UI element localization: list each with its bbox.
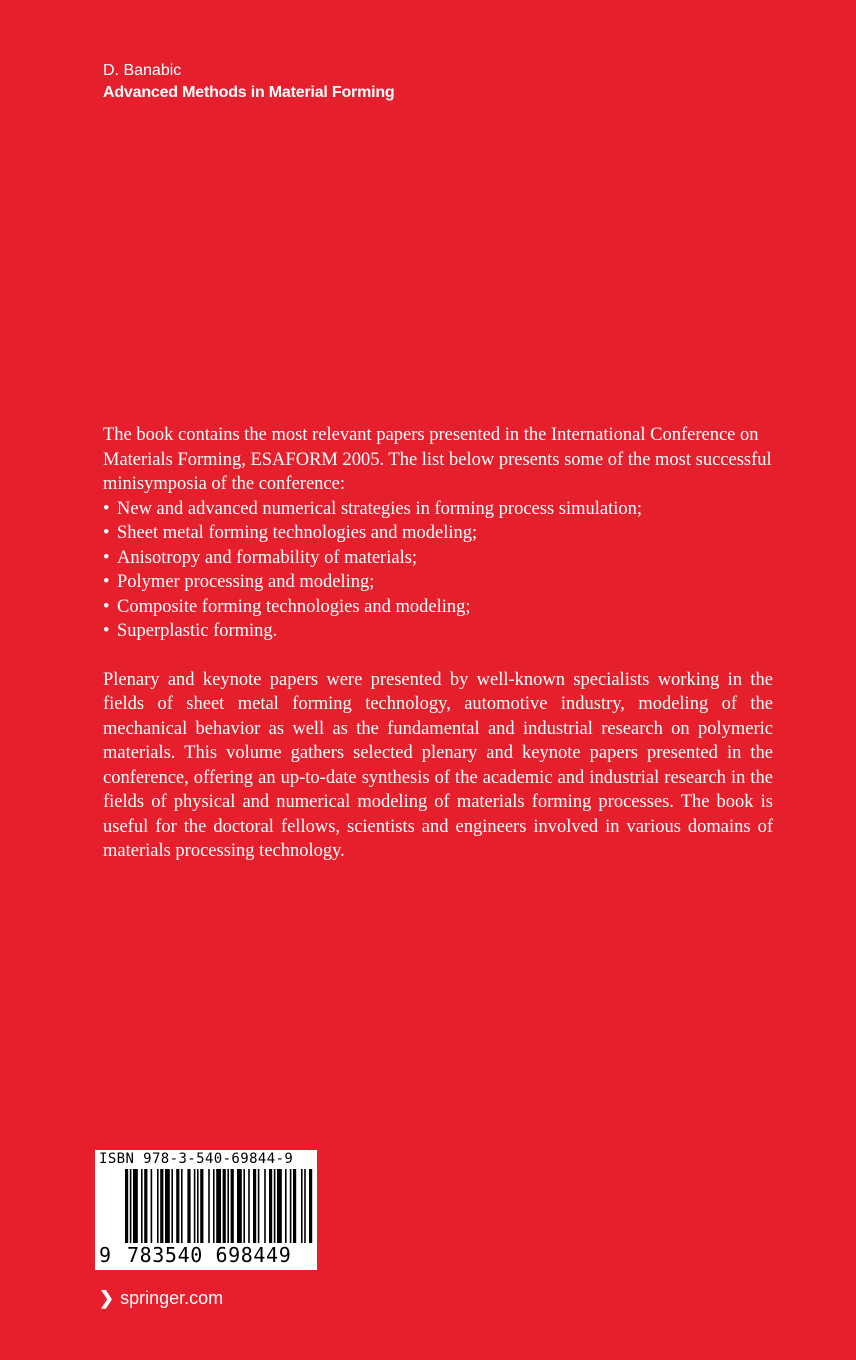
barcode-bar — [285, 1169, 287, 1243]
summary-paragraph: Plenary and keynote papers were presented by well-known specialists working in the fields of sheet metal forming technology, automotive industry, modeling of the mechanical behavior as well as the fundamental and industrial research on polymeric materials. This volume gathers selected plenary and keynote papers presented in the conference, offering an up-to-date synthesis of the academic and industrial research in the fields of physical and numerical modeling of materials forming processes. The book is useful for the doctoral fellows, scientists and engineers involved in various domains of materials processing technology. — [103, 669, 773, 861]
list-item-text: Polymer processing and modeling; — [117, 572, 375, 592]
barcode-bar — [231, 1169, 234, 1243]
list-item — [103, 546, 773, 571]
barcode-bar — [197, 1169, 199, 1243]
barcode-bar — [165, 1169, 170, 1243]
publisher-website[interactable] — [99, 1286, 223, 1310]
barcode-bar — [130, 1169, 132, 1243]
bullet-marker: • — [103, 547, 110, 568]
list-item-text: New and advanced numerical strategies in forming process simulation; — [117, 498, 643, 519]
chevron-right-icon: ❯ — [99, 1288, 115, 1308]
list-item — [103, 619, 773, 644]
book-description — [103, 423, 773, 864]
barcode-bars — [125, 1169, 313, 1243]
list-item — [103, 521, 773, 546]
barcode-bar — [187, 1169, 190, 1243]
list-item-text: Composite forming technologies and modeling; — [117, 596, 471, 617]
website-link[interactable]: springer.com — [120, 1288, 224, 1308]
barcode-bar — [248, 1169, 250, 1243]
barcode-bar — [274, 1169, 276, 1243]
bullet-marker: • — [103, 621, 110, 641]
list-item — [103, 595, 773, 620]
barcode-bar — [151, 1169, 153, 1243]
barcode-bar — [125, 1169, 128, 1243]
barcode-bar — [144, 1169, 147, 1243]
minisymposia-list — [103, 497, 773, 644]
barcode-bar — [253, 1169, 256, 1243]
barcode-bar — [269, 1169, 272, 1243]
ean-first-digit: 9 — [99, 1243, 112, 1267]
barcode-bar — [133, 1169, 138, 1243]
barcode-bar — [171, 1169, 173, 1243]
barcode-bar — [243, 1169, 245, 1243]
bullet-marker: • — [103, 523, 110, 543]
barcode-bar — [194, 1169, 196, 1243]
author-name: D. Banabic — [103, 62, 182, 79]
barcode-bar — [157, 1169, 159, 1243]
barcode-bar — [237, 1169, 242, 1243]
list-item — [103, 570, 773, 595]
barcode-bar — [301, 1169, 303, 1243]
bullet-marker: • — [103, 572, 110, 592]
barcode-bar — [160, 1169, 163, 1243]
list-item-text: Superplastic forming. — [117, 621, 278, 641]
book-title: Advanced Methods in Material Forming — [103, 84, 395, 101]
barcode-bar — [258, 1169, 260, 1243]
cover-header — [103, 60, 395, 104]
barcode-bar — [176, 1169, 179, 1243]
barcode-bar — [290, 1169, 292, 1243]
barcode-bar — [200, 1169, 203, 1243]
bullet-marker: • — [103, 498, 110, 519]
barcode-bar — [216, 1169, 221, 1243]
intro-paragraph: The book contains the most relevant papers presented in the International Conference on Materials Forming, ESAFORM 2005. The list below presents some of the most successful minisymposia of the conference: — [103, 425, 772, 494]
barcode-bar — [304, 1169, 306, 1243]
list-item-text: Sheet metal forming technologies and modeling; — [117, 523, 478, 543]
barcode-bar — [141, 1169, 143, 1243]
barcode-bar — [264, 1169, 266, 1243]
barcode-bar — [181, 1169, 183, 1243]
list-item-text: Anisotropy and formability of materials; — [117, 547, 418, 568]
ean-digits: 783540 698449 — [127, 1243, 292, 1267]
barcode-bar — [309, 1169, 312, 1243]
barcode-bar — [277, 1169, 282, 1243]
bullet-marker: • — [103, 596, 110, 617]
list-item — [103, 497, 773, 522]
isbn-label: ISBN 978-3-540-69844-9 — [99, 1151, 294, 1167]
barcode-bar — [223, 1169, 226, 1243]
barcode-bar — [213, 1169, 215, 1243]
barcode-bar — [227, 1169, 229, 1243]
isbn-barcode — [95, 1150, 317, 1270]
barcode-bar — [293, 1169, 296, 1243]
barcode-bar — [208, 1169, 210, 1243]
